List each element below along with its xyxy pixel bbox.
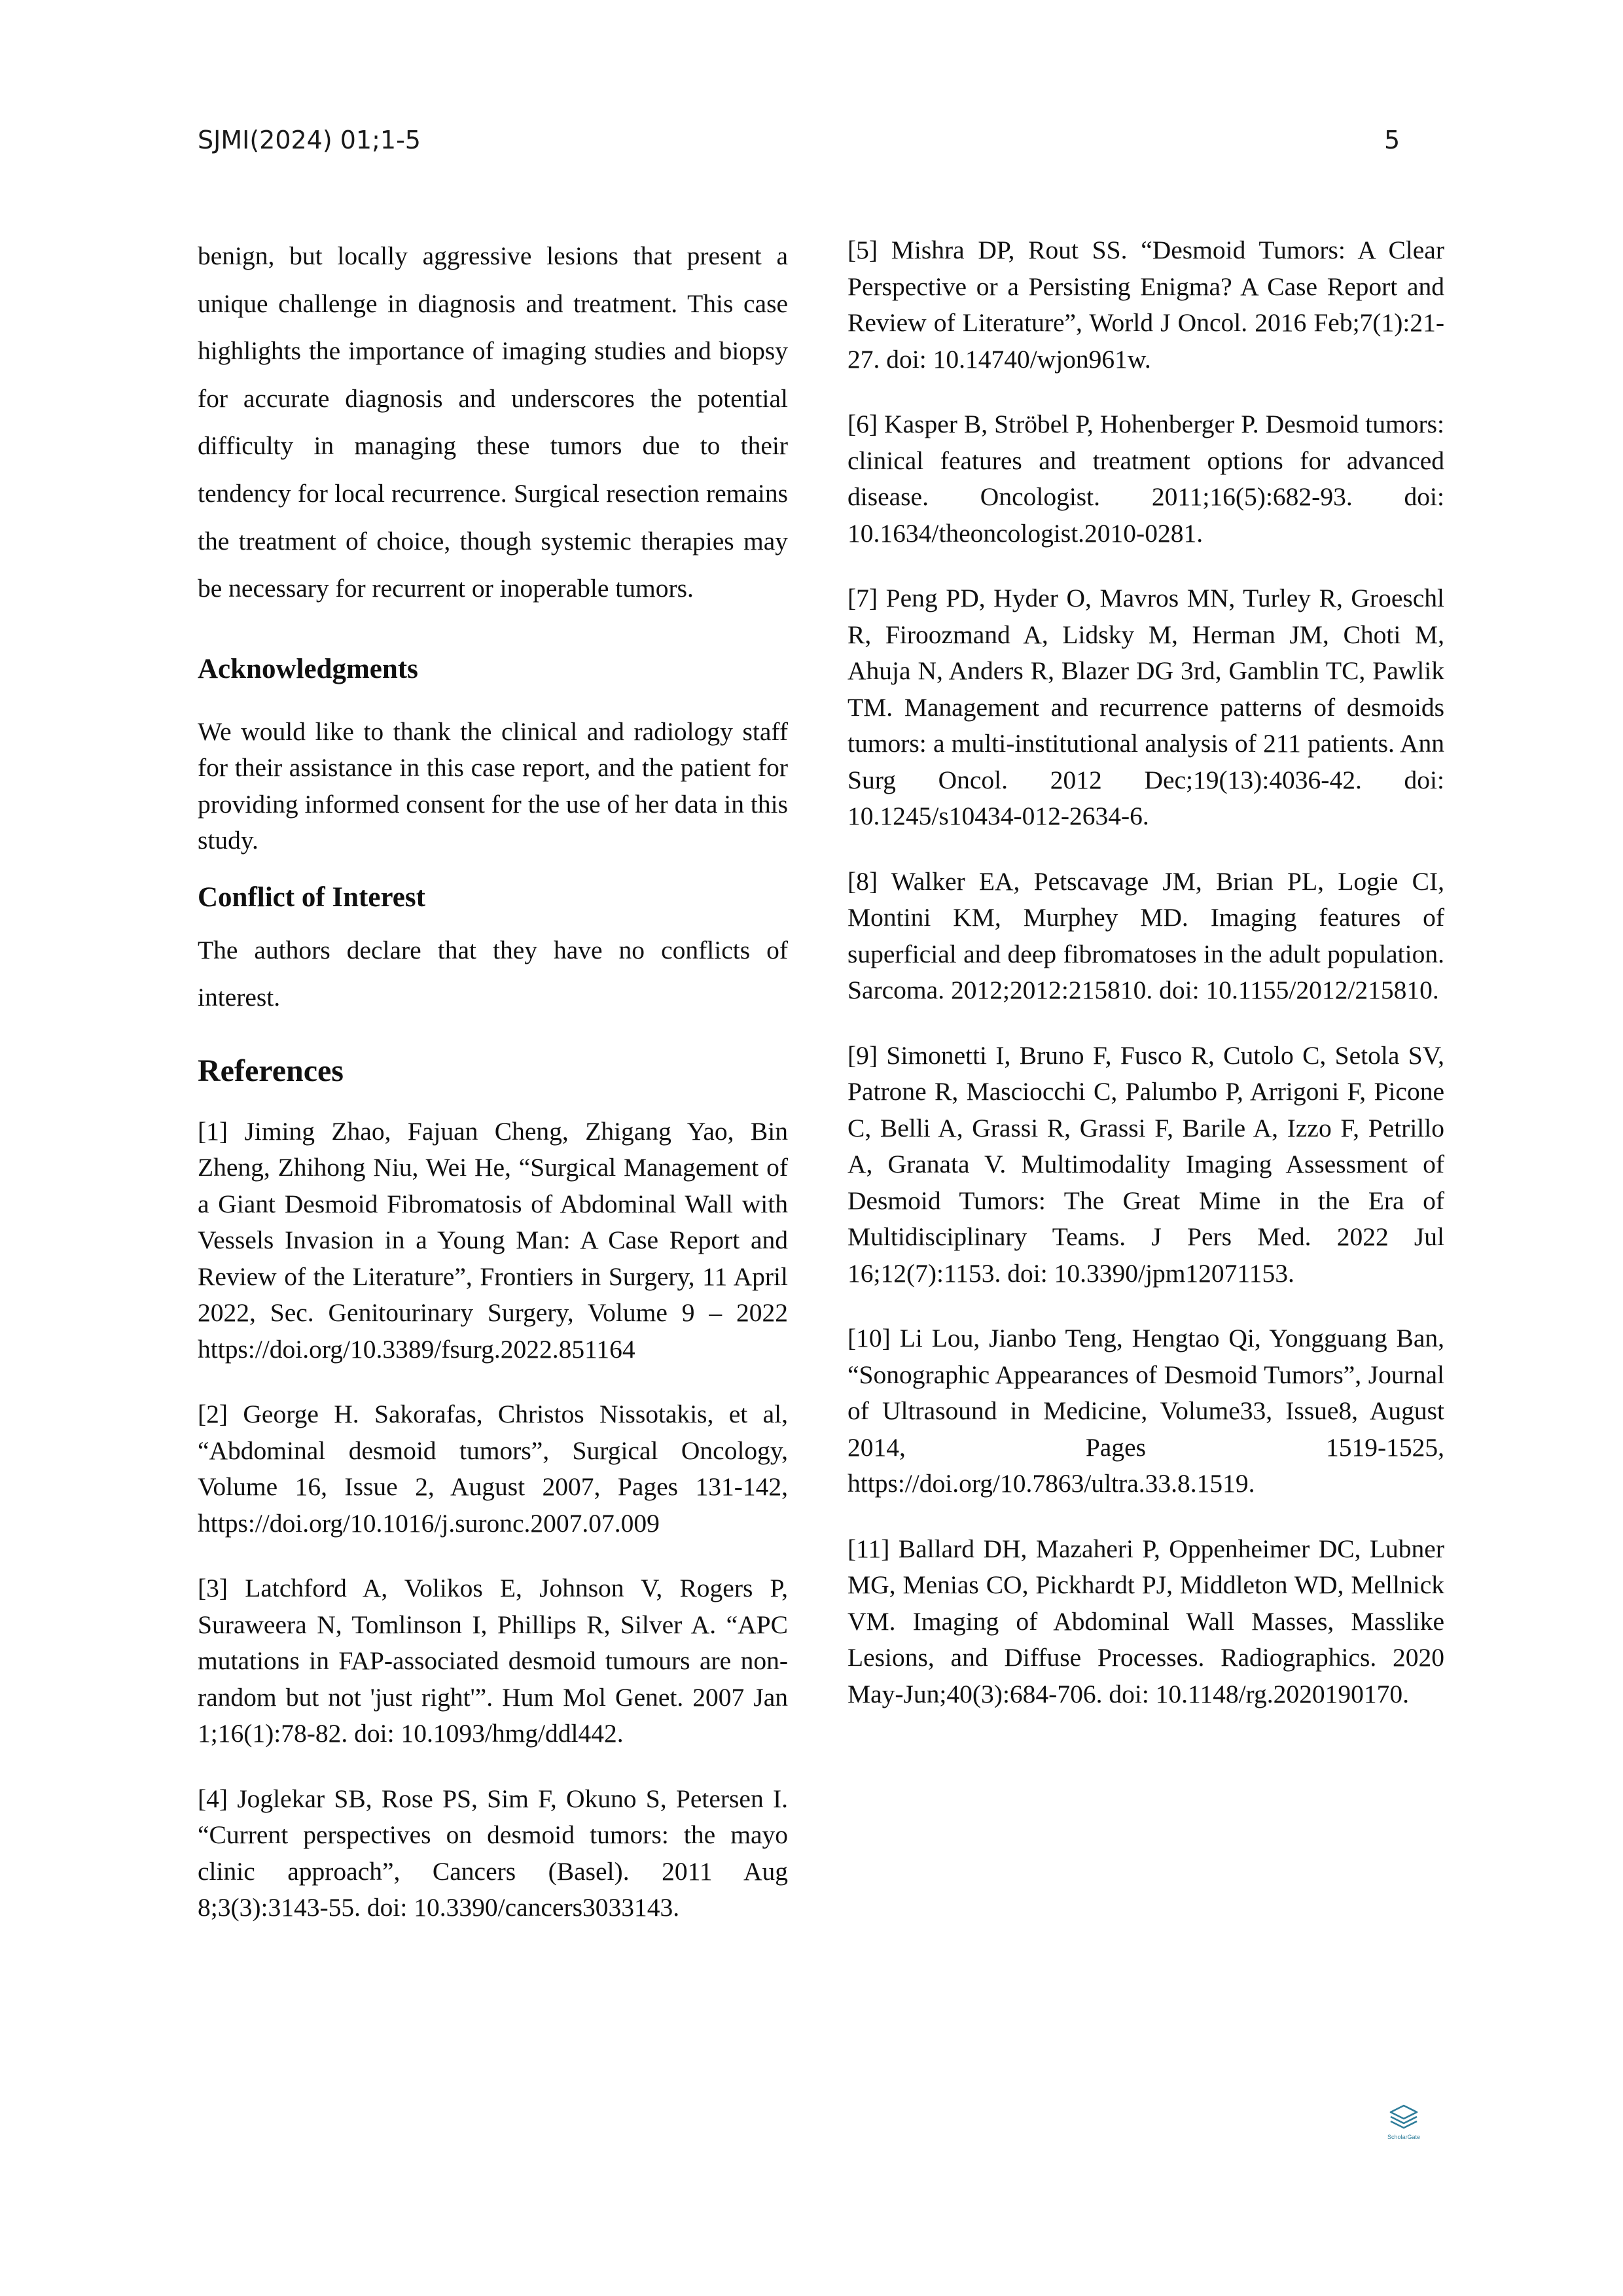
publisher-logo-icon — [1380, 2104, 1427, 2143]
conflict-heading: Conflict of Interest — [198, 881, 425, 913]
conclusion-paragraph: benign, but locally aggressive lesions that present a unique challenge in diagnosis and treatment. This case highlights the importance of imaging studies and biopsy for accurate diagnosis and underscores the potential difficulty in managing these tumors due to their tendency for local recurrence. Surgical resection remains the treatment of choice, though systemic therapies may be necessary for recurrent or inoperable tumors. — [198, 241, 788, 603]
reference-item: [7] Peng PD, Hyder O, Mavros MN, Turley R, Groeschl R, Firoozmand A, Lidsky M, Herman JM, Choti M, Ahuja N, Anders R, Blazer DG 3rd, Gamblin TC, Pawlik TM. Management and recurrence patterns of desmoids tumors: a multi-institutional analysis of 211 patients. Ann Surg Oncol. 2012 Dec;19(13):4036-42. doi: 10.1245/s10434-012-2634-6. — [847, 584, 1444, 830]
page-number: 5 — [1384, 126, 1400, 154]
references-heading: References — [198, 1053, 344, 1088]
left-column — [198, 232, 788, 1926]
reference-item: [2] George H. Sakorafas, Christos Nissotakis, et al, “Abdominal desmoid tumors”, Surgical Oncology, Volume 16, Issue 2, August 2007, Pages 131-142, https://doi.org/10.1016/j.suronc.2007.07.009 — [198, 1400, 788, 1538]
reference-item: [11] Ballard DH, Mazaheri P, Oppenheimer DC, Lubner MG, Menias CO, Pickhardt PJ, Middleton WD, Mellnick VM. Imaging of Abdominal Wall Masses, Masslike Lesions, and Diffuse Processes. Radiographics. 2020 May-Jun;40(3):684-706. doi: 10.1148/rg.2020190170. — [847, 1534, 1444, 1708]
reference-item: [4] Joglekar SB, Rose PS, Sim F, Okuno S, Petersen I. “Current perspectives on desmoid tumors: the mayo clinic approach”, Cancers (Basel). 2011 Aug 8;3(3):3143-55. doi: 10.3390/cancers3033143. — [198, 1784, 788, 1922]
reference-item: [10] Li Lou, Jianbo Teng, Hengtao Qi, Yongguang Ban, “Sonographic Appearances of Desmoid Tumors”, Journal of Ultrasound in Medicine, Volume33, Issue8, August 2014, Pages 1519-1525, https://doi.org/10.7863/ultra.33.8.1519. — [847, 1324, 1444, 1498]
reference-item: [6] Kasper B, Ströbel P, Hohenberger P. Desmoid tumors: clinical features and treatment options for advanced disease. Oncologist. 2011;16(5):682-93. doi: 10.1634/theoncologist.2010-0281. — [847, 410, 1444, 548]
reference-item: [3] Latchford A, Volikos E, Johnson V, Rogers P, Suraweera N, Tomlinson I, Phillips R, Silver A. “APC mutations in FAP-associated desmoid tumours are non-random but not 'just right'”. Hum Mol Genet. 2007 Jan 1;16(1):78-82. doi: 10.1093/hmg/ddl442. — [198, 1574, 788, 1748]
publisher-logo-text: ScholarGate — [1387, 2134, 1421, 2140]
acknowledgments-text: We would like to thank the clinical and radiology staff for their assistance in this case report, and the patient for providing informed consent for the use of her data in this study. — [198, 716, 788, 855]
right-column — [847, 232, 1444, 1712]
conflict-text: The authors declare that they have no conflicts of interest. — [198, 935, 788, 1012]
acknowledgments-heading: Acknowledgments — [198, 653, 418, 684]
reference-item: [1] Jiming Zhao, Fajuan Cheng, Zhigang Yao, Bin Zheng, Zhihong Niu, Wei He, “Surgical Management of a Giant Desmoid Fibromatosis of Abdominal Wall with Vessels Invasion in a Young Man: A Case Report and Review of the Literature”, Frontiers in Surgery, 11 April 2022, Sec. Genitourinary Surgery, Volume 9 – 2022 https://doi.org/10.3389/fsurg.2022.851164 — [198, 1116, 788, 1364]
reference-item: [8] Walker EA, Petscavage JM, Brian PL, Logie CI, Montini KM, Murphey MD. Imaging features of superficial and deep fibromatoses in the adult population. Sarcoma. 2012;2012:215810. doi: 10.1155/2012/215810. — [847, 866, 1444, 1004]
reference-item: [9] Simonetti I, Bruno F, Fusco R, Cutolo C, Setola SV, Patrone R, Masciocchi C, Palumbo P, Arrigoni F, Picone C, Belli A, Grassi R, Grassi F, Barile A, Izzo F, Petrillo A, Granata V. Multimodality Imaging Assessment of Desmoid Tumors: The Great Mime in the Era of Multidisciplinary Teams. J Pers Med. 2022 Jul 16;12(7):1153. doi: 10.3390/jpm12071153. — [847, 1040, 1444, 1288]
reference-item: [5] Mishra DP, Rout SS. “Desmoid Tumors: A Clear Perspective or a Persisting Enigma? A Case Report and Review of Literature”, World J Oncol. 2016 Feb;7(1):21-27. doi: 10.14740/wjon961w. — [847, 236, 1444, 374]
running-header: SJMI(2024) 01;1-5 — [198, 126, 421, 154]
